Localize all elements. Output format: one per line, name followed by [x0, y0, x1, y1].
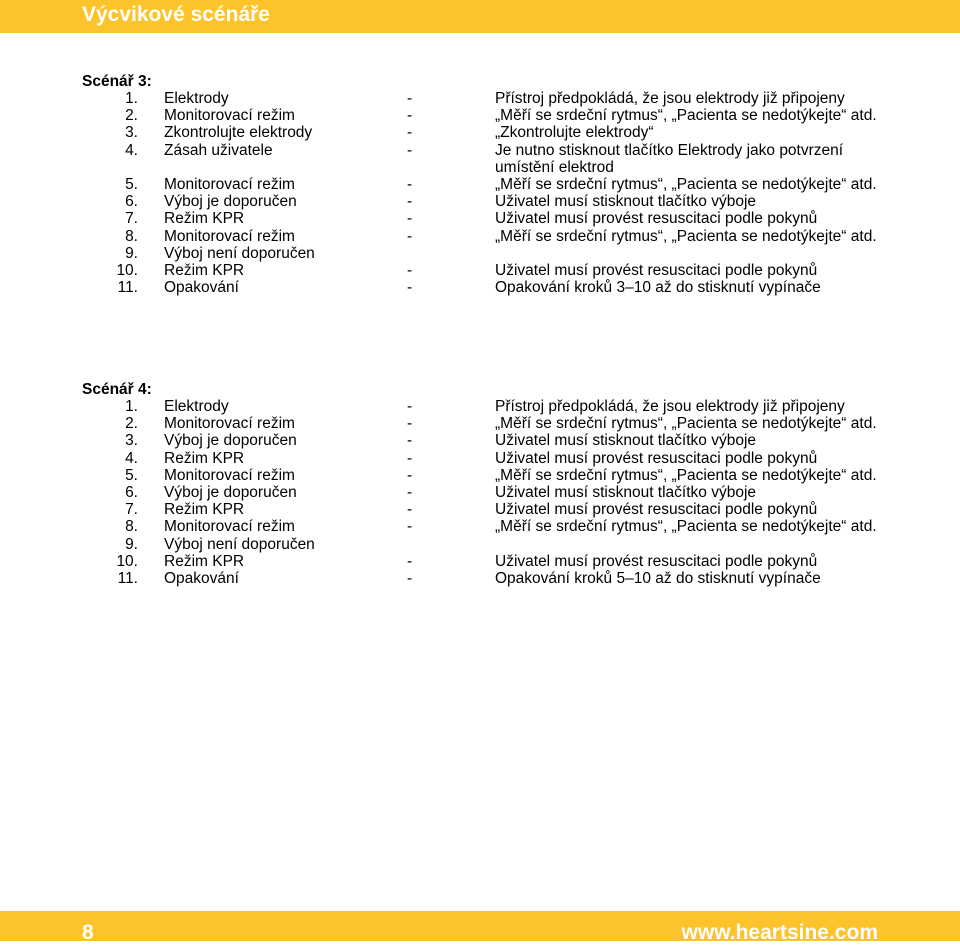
step-number: 6.	[125, 193, 138, 211]
step-dash: -	[407, 210, 413, 228]
step-row	[0, 518, 960, 535]
step-row	[0, 279, 960, 296]
step-number: 10.	[116, 552, 138, 570]
step-label: Režim KPR	[164, 552, 245, 570]
step-label: Režim KPR	[164, 210, 245, 228]
step-row	[0, 553, 960, 570]
step-number: 7.	[125, 501, 138, 519]
step-dash: -	[407, 193, 413, 211]
step-description: Uživatel musí provést resuscitaci podle pokynů	[495, 449, 818, 467]
step-dash: -	[407, 570, 413, 588]
step-description: Uživatel musí provést resuscitaci podle pokynů	[495, 262, 818, 280]
scenario-steps	[0, 90, 960, 296]
step-number: 2.	[125, 107, 138, 125]
step-description: Opakování kroků 3–10 až do stisknutí vypínače	[495, 279, 821, 297]
step-label: Režim KPR	[164, 262, 245, 280]
step-description: „Měří se srdeční rytmus“, „Pacienta se nedotýkejte“ atd.	[495, 227, 877, 245]
step-label: Výboj je doporučen	[164, 484, 297, 502]
step-number: 4.	[125, 449, 138, 467]
step-dash: -	[407, 518, 413, 536]
step-row	[0, 415, 960, 432]
step-description: Opakování kroků 5–10 až do stisknutí vypínače	[495, 570, 821, 588]
step-number: 3.	[125, 124, 138, 142]
step-label: Výboj je doporučen	[164, 432, 297, 450]
step-description: „Měří se srdeční rytmus“, „Pacienta se nedotýkejte“ atd.	[495, 415, 877, 433]
step-row	[0, 450, 960, 467]
step-label: Opakování	[164, 570, 239, 588]
scenario-title: Scénář 4:	[82, 381, 152, 398]
step-number: 11.	[117, 570, 138, 588]
step-label: Monitorovací režim	[164, 107, 295, 125]
scenario-title: Scénář 3:	[82, 73, 152, 90]
step-row	[0, 570, 960, 587]
step-label: Výboj není doporučen	[164, 244, 315, 262]
step-number: 3.	[125, 432, 138, 450]
step-number: 8.	[125, 518, 138, 536]
step-row	[0, 142, 960, 176]
step-description: Uživatel musí provést resuscitaci podle pokynů	[495, 552, 818, 570]
step-row	[0, 107, 960, 124]
step-description: Uživatel musí provést resuscitaci podle pokynů	[495, 501, 818, 519]
step-row	[0, 124, 960, 141]
page-title: Výcvikové scénáře	[82, 3, 270, 26]
step-dash: -	[407, 449, 413, 467]
step-number: 9.	[125, 535, 138, 553]
step-dash: -	[407, 176, 413, 194]
step-description: Přístroj předpokládá, že jsou elektrody již připojeny	[495, 398, 845, 415]
step-number: 8.	[125, 227, 138, 245]
step-label: Výboj je doporučen	[164, 193, 297, 211]
step-dash: -	[407, 552, 413, 570]
step-description: Uživatel musí stisknout tlačítko výboje	[495, 484, 757, 502]
step-row	[0, 467, 960, 484]
step-dash: -	[407, 141, 413, 159]
step-number: 7.	[125, 210, 138, 228]
step-description: „Měří se srdeční rytmus“, „Pacienta se nedotýkejte“ atd.	[495, 518, 877, 536]
step-description: „Měří se srdeční rytmus“, „Pacienta se nedotýkejte“ atd.	[495, 466, 877, 484]
step-row	[0, 262, 960, 279]
step-row	[0, 501, 960, 518]
step-description: Přístroj předpokládá, že jsou elektrody již připojeny	[495, 90, 845, 107]
step-number: 1.	[125, 90, 138, 107]
step-dash: -	[407, 484, 413, 502]
step-dash: -	[407, 501, 413, 519]
step-description	[495, 536, 895, 553]
step-description: „Měří se srdeční rytmus“, „Pacienta se nedotýkejte“ atd.	[495, 107, 877, 125]
step-label: Výboj není doporučen	[164, 535, 315, 553]
scenario-steps	[0, 398, 960, 587]
step-label: Monitorovací režim	[164, 466, 295, 484]
step-row	[0, 245, 960, 262]
step-dash: -	[407, 227, 413, 245]
step-label: Monitorovací režim	[164, 518, 295, 536]
step-dash: -	[407, 432, 413, 450]
step-number: 4.	[125, 141, 138, 159]
step-description: „Zkontrolujte elektrody“	[495, 124, 654, 142]
step-row	[0, 228, 960, 245]
step-description: Je nutno stisknout tlačítko Elektrody jako potvrzení umístění elektrod	[495, 141, 844, 176]
step-number: 2.	[125, 415, 138, 433]
step-label: Elektrody	[164, 90, 229, 107]
step-label: Zkontrolujte elektrody	[164, 124, 313, 142]
footer-url[interactable]: www.heartsine.com	[681, 921, 878, 944]
step-row	[0, 193, 960, 210]
step-row	[0, 398, 960, 415]
step-description	[495, 245, 895, 262]
step-label: Monitorovací režim	[164, 227, 295, 245]
step-dash: -	[407, 279, 413, 297]
step-number: 10.	[116, 262, 138, 280]
step-dash: -	[407, 107, 413, 125]
step-dash: -	[407, 415, 413, 433]
step-number: 5.	[125, 466, 138, 484]
step-row	[0, 176, 960, 193]
step-label: Režim KPR	[164, 449, 245, 467]
step-description: Uživatel musí stisknout tlačítko výboje	[495, 432, 757, 450]
step-row	[0, 90, 960, 107]
step-row	[0, 536, 960, 553]
step-number: 6.	[125, 484, 138, 502]
step-row	[0, 484, 960, 501]
step-label: Zásah uživatele	[164, 141, 273, 159]
step-label: Monitorovací režim	[164, 415, 295, 433]
step-label: Režim KPR	[164, 501, 245, 519]
step-row	[0, 432, 960, 449]
step-number: 11.	[117, 279, 138, 297]
step-description: „Měří se srdeční rytmus“, „Pacienta se nedotýkejte“ atd.	[495, 176, 877, 194]
step-number: 9.	[125, 244, 138, 262]
step-number: 5.	[125, 176, 138, 194]
step-dash: -	[407, 124, 413, 142]
page-number: 8	[82, 921, 94, 944]
step-label: Opakování	[164, 279, 239, 297]
step-dash: -	[407, 262, 413, 280]
step-row	[0, 210, 960, 227]
step-label: Monitorovací režim	[164, 176, 295, 194]
step-description: Uživatel musí stisknout tlačítko výboje	[495, 193, 757, 211]
step-dash: -	[407, 466, 413, 484]
step-dash: -	[407, 90, 413, 107]
step-number: 1.	[125, 398, 138, 415]
step-label: Elektrody	[164, 398, 229, 415]
header-bar	[0, 0, 960, 33]
step-description: Uživatel musí provést resuscitaci podle pokynů	[495, 210, 818, 228]
step-dash: -	[407, 398, 413, 415]
